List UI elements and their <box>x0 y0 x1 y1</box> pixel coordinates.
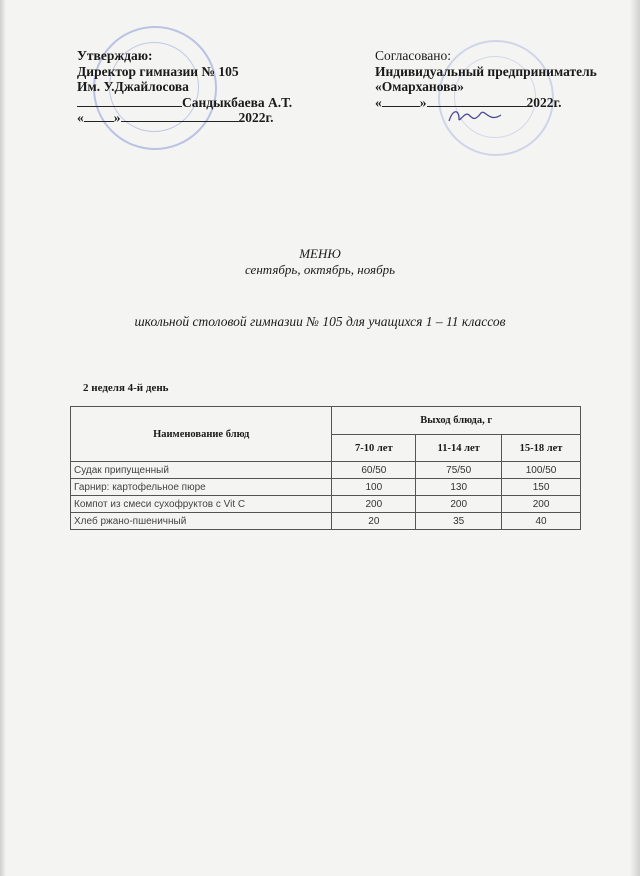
header-age-15-18: 15-18 лет <box>502 435 581 462</box>
agreement-year: 2022г. <box>526 94 562 110</box>
dish-name: Гарнир: картофельное пюре <box>71 479 332 496</box>
approval-position: Директор гимназии № 105 <box>77 63 239 79</box>
table-row <box>71 462 581 479</box>
portion-value: 100/50 <box>502 462 581 479</box>
approval-signature-line <box>77 95 292 111</box>
table-header-row <box>71 407 581 435</box>
approval-year: 2022г. <box>238 110 274 125</box>
portion-value: 75/50 <box>416 462 502 479</box>
menu-table <box>70 406 581 530</box>
portion-value: 35 <box>416 513 502 530</box>
dish-name: Хлеб ржано-пшеничный <box>71 513 332 530</box>
dish-name: Компот из смеси сухофруктов с Vit C <box>71 496 332 513</box>
page-left-edge-shadow <box>0 0 6 876</box>
approval-director-name: Сандыкбаева А.Т. <box>182 94 293 110</box>
table-row <box>71 479 581 496</box>
agreement-heading: Согласовано: <box>375 48 451 63</box>
agreement-date-line: « » 2022г. <box>375 94 562 110</box>
portion-value: 200 <box>502 496 581 513</box>
menu-months: сентябрь, октябрь, ноябрь <box>244 262 396 277</box>
header-dish-name: Наименование блюд <box>71 407 332 462</box>
approval-heading: Утверждаю: <box>77 48 153 63</box>
portion-value: 200 <box>416 496 502 513</box>
menu-subtitle: школьной столовой гимназии № 105 для учащихся 1 – 11 классов <box>134 314 506 329</box>
portion-value: 20 <box>332 513 416 530</box>
page-right-edge-shadow <box>630 0 640 876</box>
portion-value: 150 <box>502 479 581 496</box>
approval-block <box>77 48 292 126</box>
agreement-block <box>375 48 597 110</box>
approval-school-name: Им. У.Джайлосова <box>77 79 189 94</box>
portion-value: 40 <box>502 513 581 530</box>
menu-title: МЕНЮ <box>299 246 341 261</box>
agreement-company-name: «Омарханова» <box>375 79 464 94</box>
portion-value: 130 <box>416 479 502 496</box>
agreement-position: Индивидуальный предприниматель <box>375 63 597 79</box>
header-age-7-10: 7-10 лет <box>332 435 416 462</box>
header-output: Выход блюда, г <box>332 407 581 435</box>
week-day-label: 2 неделя 4-й день <box>83 382 169 394</box>
portion-value: 200 <box>332 496 416 513</box>
approval-date-line: « » 2022г. <box>77 110 274 125</box>
header-age-11-14: 11-14 лет <box>416 435 502 462</box>
portion-value: 60/50 <box>332 462 416 479</box>
table-row <box>71 496 581 513</box>
table-row <box>71 513 581 530</box>
dish-name: Судак припущенный <box>71 462 332 479</box>
portion-value: 100 <box>332 479 416 496</box>
